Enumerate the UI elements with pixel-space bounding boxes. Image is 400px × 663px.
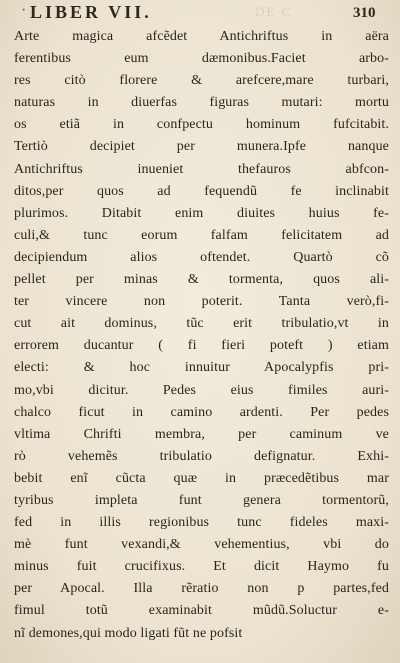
text-line: Arte magica afcẽdet Antichriftus in aëra bbox=[14, 29, 389, 44]
text-line: nĩ demones,qui modo ligati fũt ne pofsit bbox=[14, 625, 243, 641]
text-line: bebit enĩ cũcta quæ in præcedẽtibus mar bbox=[14, 470, 389, 486]
body-text bbox=[14, 26, 389, 645]
text-line: res citò florere & arefcere,mare turbari, bbox=[14, 73, 389, 89]
text-line: fimul totũ examinabit mũdũ.Soluctur e- bbox=[14, 603, 389, 619]
page-number: 310 bbox=[353, 5, 376, 21]
text-line: Antichriftus inueniet thefauros abfcon- bbox=[14, 161, 389, 177]
text-line: ter vincere non poterit. Tanta verò,fi- bbox=[14, 294, 389, 310]
text-line: naturas in diuerfas figuras mutari: mortu bbox=[14, 95, 389, 111]
text-line: Tertiò decipiet per munera.Ipfe nanque bbox=[14, 139, 389, 155]
text-line: fed in illis regionibus tunc fideles maxi- bbox=[14, 515, 389, 531]
text-line: mo,vbi dicitur. Pedes eius fimiles auri- bbox=[14, 382, 389, 398]
text-line: vltima Chrifti membra, per caminum ve bbox=[14, 426, 389, 442]
text-line: os etiã in confpectu hominum fufcitabit. bbox=[14, 117, 389, 133]
text-line: electi: & hoc innuitur Apocalypfis pri- bbox=[14, 360, 389, 376]
text-line: minus fuit crucifixus. Et dicit Haymo fu bbox=[14, 559, 389, 575]
text-line: tyribus impleta funt genera tormentorũ, bbox=[14, 492, 389, 508]
text-line: ferentibus eum dæmonibus.Faciet arbo- bbox=[14, 51, 389, 67]
text-line: mè funt vexandi,& vehementius, vbi do bbox=[14, 537, 389, 553]
text-line: pellet per minas & tormenta, quos ali- bbox=[14, 272, 389, 288]
text-line: decipiendum alios oftendet. Quartò cõ bbox=[14, 249, 389, 265]
running-header bbox=[0, 2, 400, 24]
text-line: ditos,per quos ad fequendũ fe inclinabit bbox=[14, 183, 389, 199]
show-through-text: DE C bbox=[255, 4, 293, 19]
book-title: LIBER VII. bbox=[30, 2, 152, 22]
text-line: per Apocal. Illa rẽratio non p partes,fed bbox=[14, 581, 389, 597]
text-line: rò vehemẽs tribulatio defignatur. Exhi- bbox=[14, 448, 389, 464]
text-line: cut ait dominus, tũc erit tribulatio,vt in bbox=[14, 316, 389, 332]
text-line: plurimos. Ditabit enim diuites huius fe- bbox=[14, 205, 389, 221]
header-ornament: · bbox=[21, 2, 27, 19]
text-line: culi,& tunc eorum falfam felicitatem ad bbox=[14, 227, 389, 243]
text-line: errorem ducantur ( fi fieri poteft ) etiam bbox=[14, 338, 389, 354]
text-line: chalco ficut in camino ardenti. Per pedes bbox=[14, 404, 389, 420]
